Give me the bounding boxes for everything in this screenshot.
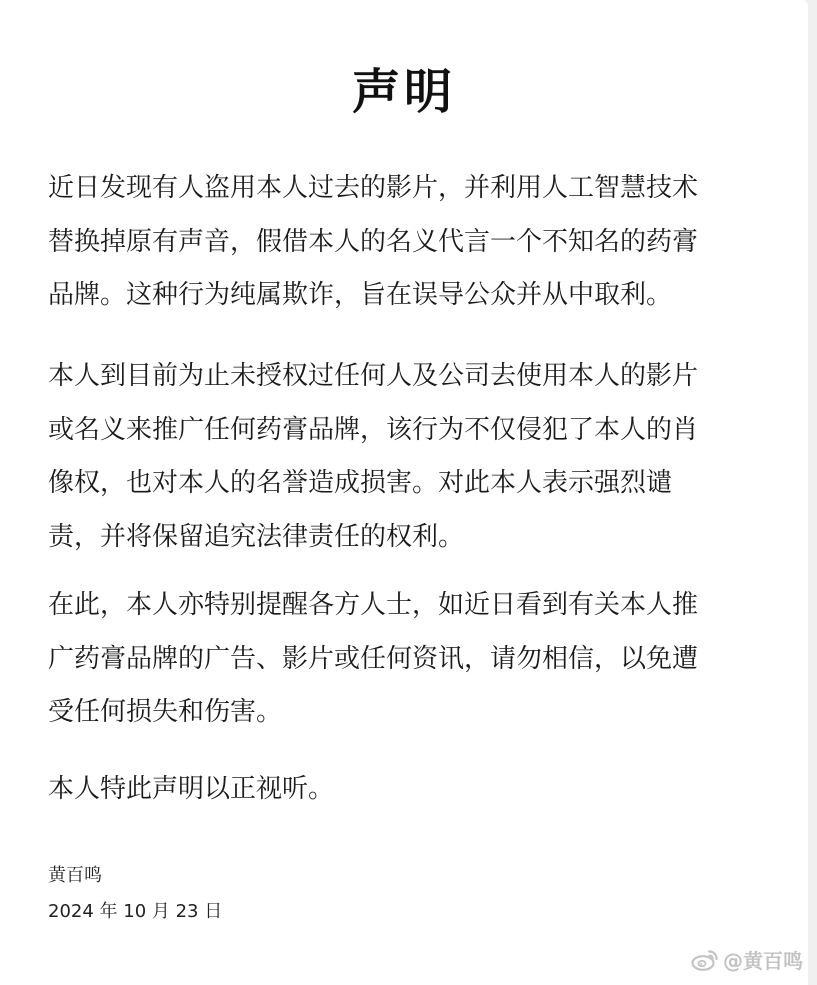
signature-date: 2024 年 10 月 23 日 <box>48 901 223 922</box>
paragraph-4 <box>48 763 768 817</box>
paragraph-line: 本人特此声明以正视听。 <box>48 774 335 804</box>
paragraph-line: 受任何损失和伤害。 <box>48 697 283 727</box>
paragraph-line: 品牌。这种行为纯属欺诈，旨在误导公众并从中取利。 <box>48 280 673 310</box>
paragraph-line: 替换掉原有声音，假借本人的名义代言一个不知名的药膏 <box>48 226 699 257</box>
paragraph-3 <box>48 579 768 740</box>
paragraph-line: 责，并将保留追究法律责任的权利。 <box>48 521 465 552</box>
paragraph-line: 在此，本人亦特别提醒各方人士，如近日看到有关本人推 <box>48 590 699 620</box>
watermark-text: @黄百鸣 <box>723 949 803 973</box>
paragraph-1 <box>48 162 768 323</box>
paragraph-line: 或名义来推广任何药膏品牌，该行为不仅侵犯了本人的肖 <box>48 414 699 445</box>
weibo-watermark <box>691 945 803 974</box>
paragraph-line: 广药膏品牌的广告、影片或任何资讯，请勿相信，以免遭 <box>48 643 699 674</box>
signature-name: 黄百鸣 <box>48 865 102 886</box>
paragraph-line: 本人到目前为止未授权过任何人及公司去使用本人的影片 <box>48 361 699 391</box>
weibo-icon <box>691 949 719 971</box>
paragraph-2 <box>48 350 768 564</box>
page-title: 声明 <box>351 64 456 120</box>
paragraph-line: 像权，也对本人的名誉造成损害。对此本人表示强烈谴 <box>48 468 673 498</box>
paragraph-line: 近日发现有人盗用本人过去的影片，并利用人工智慧技术 <box>48 173 699 203</box>
